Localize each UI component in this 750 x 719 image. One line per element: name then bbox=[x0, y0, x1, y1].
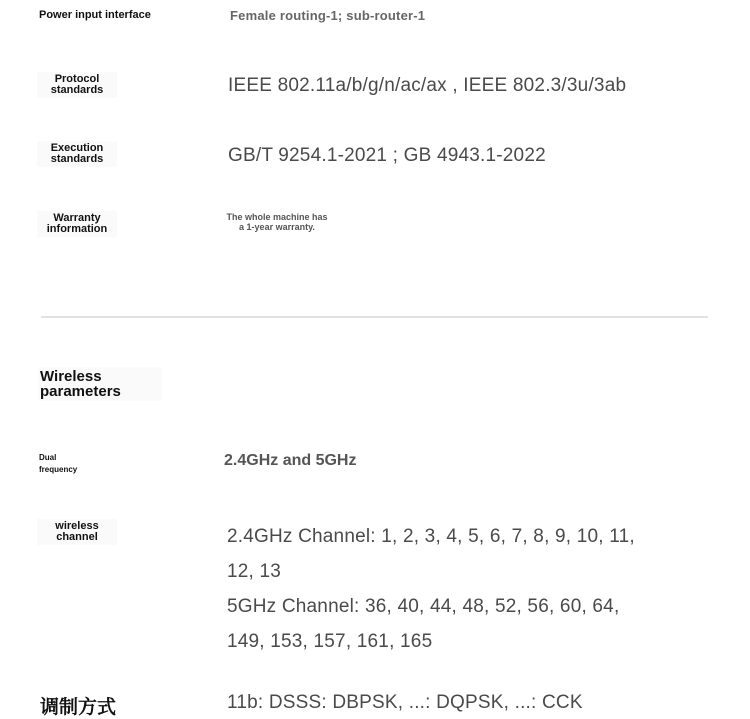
channel-label-line1: wireless bbox=[55, 520, 99, 532]
section-divider bbox=[41, 316, 708, 318]
wireless-channel-values bbox=[227, 519, 727, 659]
section-title-line1: Wireless bbox=[40, 368, 102, 385]
power-input-value: Female routing-1; sub-router-1 bbox=[230, 8, 426, 23]
modulation-value: 11b: DSSS: DBPSK, ...: DQPSK, ...: CCK bbox=[227, 692, 583, 713]
section-title bbox=[38, 367, 162, 401]
warranty-value bbox=[222, 212, 332, 233]
dual-frequency-value: 2.4GHz and 5GHz bbox=[224, 452, 357, 469]
execution-label-line2: standards bbox=[50, 153, 104, 165]
wireless-channel-label bbox=[37, 519, 117, 545]
protocol-label-line2: standards bbox=[50, 84, 104, 96]
execution-standards-label bbox=[37, 141, 117, 167]
protocol-standards-value: IEEE 802.11a/b/g/n/ac/ax , IEEE 802.3/3u/3ab bbox=[228, 75, 627, 96]
execution-label-line1: Execution bbox=[50, 142, 104, 154]
channel-line-4: 149, 153, 157, 161, 165 bbox=[227, 631, 433, 652]
modulation-label: 调制方式 bbox=[40, 697, 117, 718]
warranty-label bbox=[37, 211, 117, 237]
power-input-label: Power input interface bbox=[39, 9, 151, 21]
dual-label-line1: Dual bbox=[39, 453, 57, 462]
protocol-standards-label bbox=[37, 72, 117, 98]
dual-label-line2: frequency bbox=[39, 465, 78, 474]
warranty-label-line1: Warranty bbox=[53, 212, 101, 224]
channel-line-3: 5GHz Channel: 36, 40, 44, 48, 52, 56, 60, 64, bbox=[227, 596, 620, 617]
protocol-label-line1: Protocol bbox=[54, 73, 100, 85]
warranty-value-line1: The whole machine has bbox=[226, 212, 328, 222]
channel-label-line2: channel bbox=[56, 531, 98, 543]
channel-line-1: 2.4GHz Channel: 1, 2, 3, 4, 5, 6, 7, 8, 9, 10, 11, bbox=[227, 526, 635, 547]
execution-standards-value: GB/T 9254.1-2021 ; GB 4943.1-2022 bbox=[228, 145, 546, 166]
warranty-value-line2: a 1-year warranty. bbox=[239, 222, 315, 233]
dual-frequency-label bbox=[39, 452, 77, 476]
channel-line-2: 12, 13 bbox=[227, 561, 282, 582]
section-title-line2: parameters bbox=[40, 383, 121, 400]
warranty-label-line2: information bbox=[46, 223, 108, 235]
